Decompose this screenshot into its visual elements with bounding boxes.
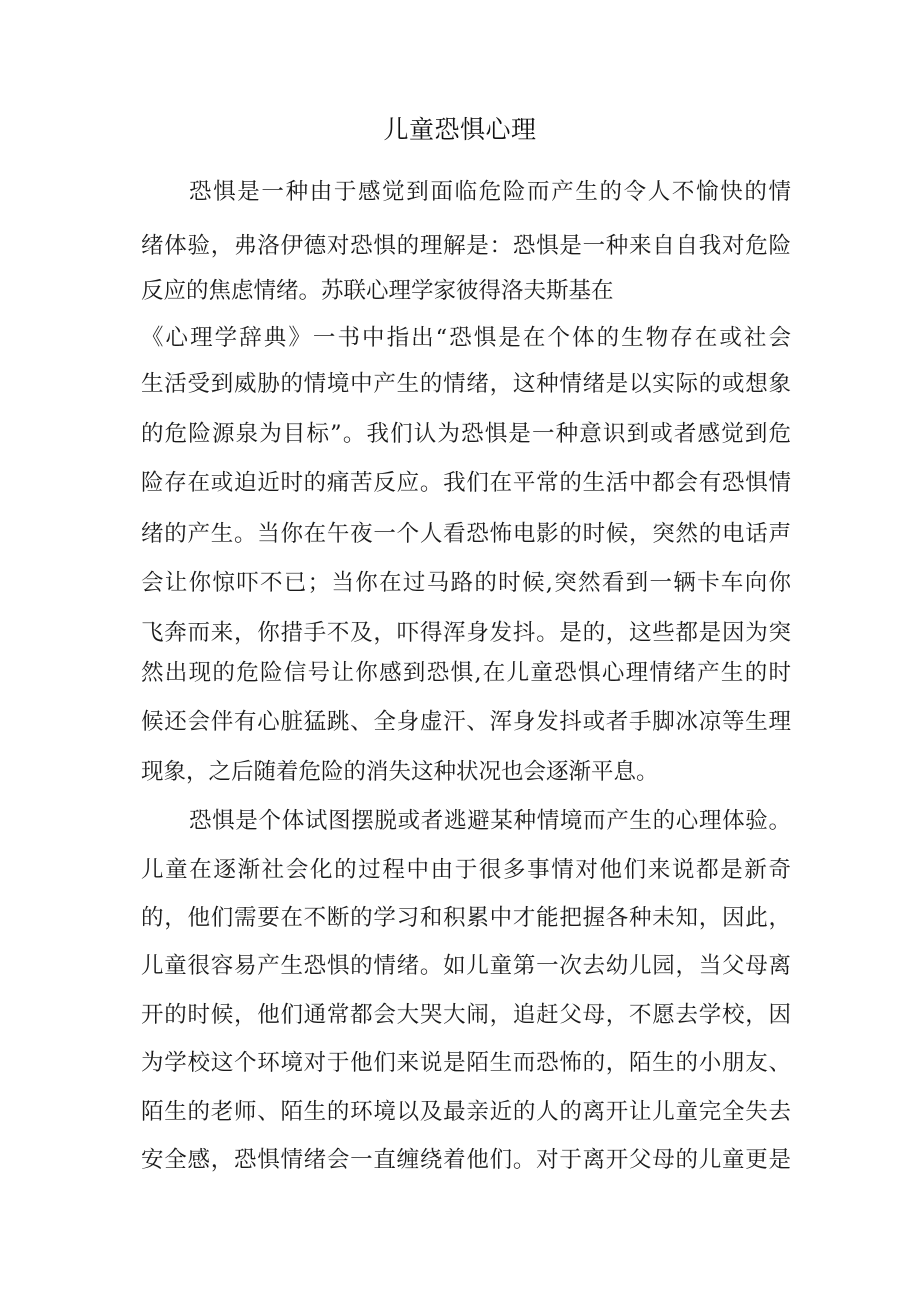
paragraph-line: 的，他们需要在不断的学习和积累中才能把握各种未知，因此，	[141, 905, 791, 931]
paragraph-line: 恐惧是一种由于感觉到面临危险而产生的令人不愉快的情	[189, 179, 791, 205]
paragraph-line: 飞奔而来，你措手不及，吓得浑身发抖。是的，这些都是因为突	[141, 620, 791, 646]
paragraph-line: 《心理学辞典》一书中指出“恐惧是在个体的生物存在或社会	[141, 325, 791, 351]
document-title: 儿童恐惧心理	[383, 115, 537, 144]
paragraph-line: 开的时候，他们通常都会大哭大闹，追赶父母，不愿去学校，因	[141, 1002, 791, 1028]
paragraph-line: 险存在或迫近时的痛苦反应。我们在平常的生活中都会有恐惧情	[141, 470, 791, 496]
paragraph-line: 绪的产生。当你在午夜一个人看恐怖电影的时候，突然的电话声	[141, 521, 791, 547]
paragraph-line: 的危险源泉为目标”。我们认为恐惧是一种意识到或者感觉到危	[141, 421, 791, 447]
paragraph-line: 然出现的危险信号让你感到恐惧,在儿童恐惧心理情绪产生的时	[141, 660, 791, 686]
paragraph-line: 候还会伴有心脏猛跳、全身虚汗、浑身发抖或者手脚冰凉等生理	[141, 709, 791, 735]
paragraph-line: 安全感，恐惧情绪会一直缠绕着他们。对于离开父母的儿童更是	[141, 1147, 791, 1173]
paragraph-line: 恐惧是个体试图摆脱或者逃避某种情境而产生的心理体验。	[189, 808, 791, 834]
paragraph-line: 绪体验，弗洛伊德对恐惧的理解是：恐惧是一种来自自我对危险	[141, 233, 791, 259]
paragraph-line: 儿童很容易产生恐惧的情绪。如儿童第一次去幼儿园，当父母离	[141, 953, 791, 979]
paragraph-line: 为学校这个环境对于他们来说是陌生而恐怖的，陌生的小朋友、	[141, 1050, 791, 1076]
paragraph-line: 陌生的老师、陌生的环境以及最亲近的人的离开让儿童完全失去	[141, 1099, 791, 1125]
paragraph-line: 会让你惊吓不已；当你在过马路的时候,突然看到一辆卡车向你	[141, 570, 791, 596]
paragraph-line: 现象，之后随着危险的消失这种状况也会逐渐平息。	[141, 759, 659, 785]
paragraph-line: 反应的焦虑情绪。苏联心理学家彼得洛夫斯基在	[141, 278, 614, 304]
paragraph-line: 生活受到威胁的情境中产生的情绪，这种情绪是以实际的或想象	[141, 371, 791, 397]
paragraph-line: 儿童在逐渐社会化的过程中由于很多事情对他们来说都是新奇	[141, 857, 791, 883]
